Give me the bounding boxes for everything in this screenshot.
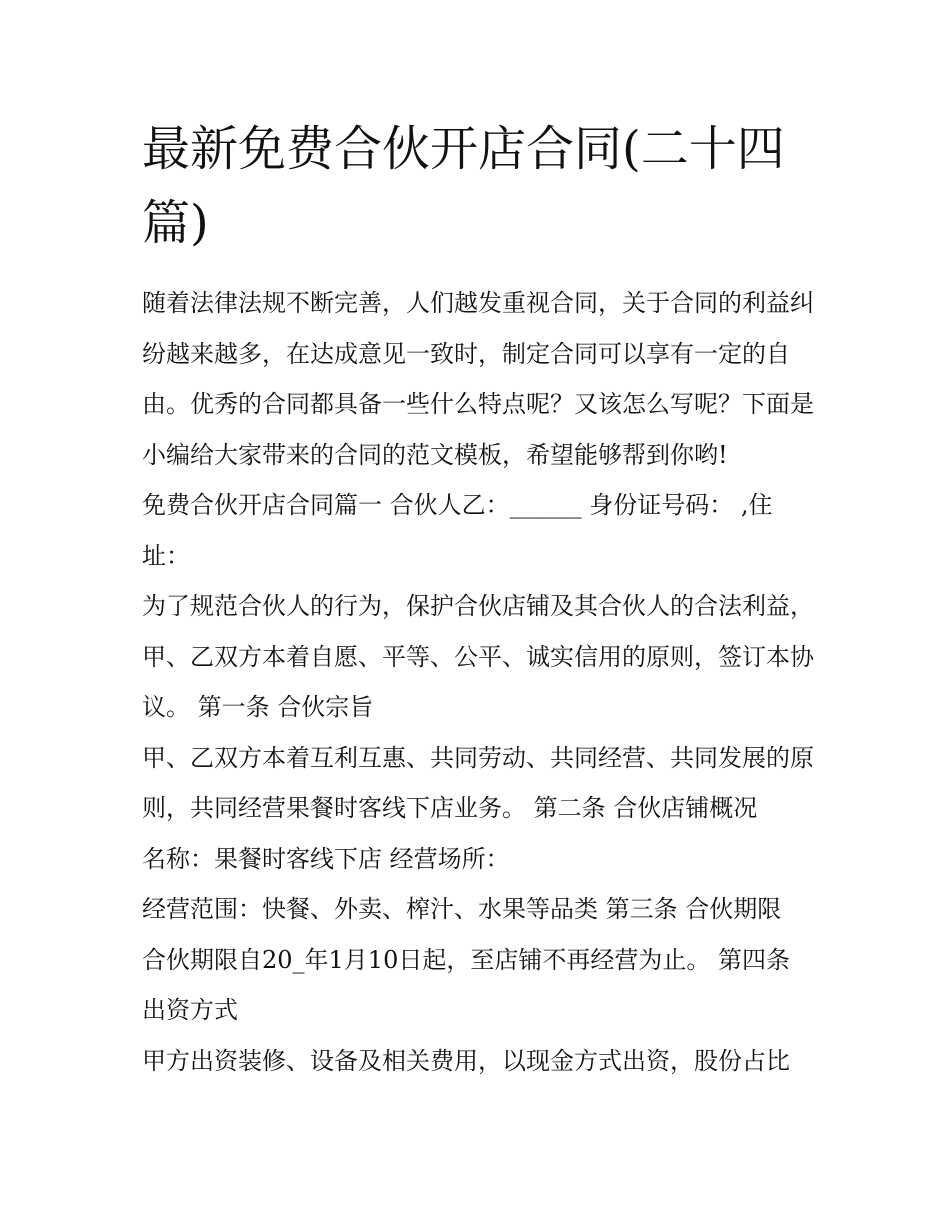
store-name-paragraph: 名称：果餐时客线下店 经营场所： (142, 844, 510, 873)
intro-paragraph: 随着法律法规不断完善，人们越发重视合同，关于合同的利益纠纷越来越多，在达成意见一致时，制定合同可以享有一定的自由。优秀的合同都具备一些什么特点呢？又该怎么写呢？下面是小编给大家带来的合同的范文模板，希望能够帮到你哟! (142, 289, 814, 469)
term-paragraph: 合伙期限自20_年1月10日起，至店铺不再经营为止。 第四条 出资方式 (142, 945, 798, 1024)
principle-paragraph: 甲、乙双方本着互利互惠、共同劳动、共同经营、共同发展的原则，共同经营果餐时客线下店业务。 第二条 合伙店铺概况 (142, 743, 814, 822)
business-scope-paragraph: 经营范围：快餐、外卖、榨汁、水果等品类 第三条 合伙期限 (142, 895, 782, 923)
document-title: 最新免费合伙开店合同(二十四篇) (142, 121, 785, 251)
partner-info-paragraph: 免费合伙开店合同篇一 合伙人乙：______ 身份证号码： ,住址： (142, 491, 773, 570)
capital-paragraph: 甲方出资装修、设备及相关费用，以现金方式出资，股份占比 (142, 1046, 790, 1075)
purpose-paragraph: 为了规范合伙人的行为，保护合伙店铺及其合伙人的合法利益，甲、乙双方本着自愿、平等、公平、诚实信用的原则，签订本协议。 第一条 合伙宗旨 (142, 592, 814, 721)
document-body (142, 278, 817, 1086)
